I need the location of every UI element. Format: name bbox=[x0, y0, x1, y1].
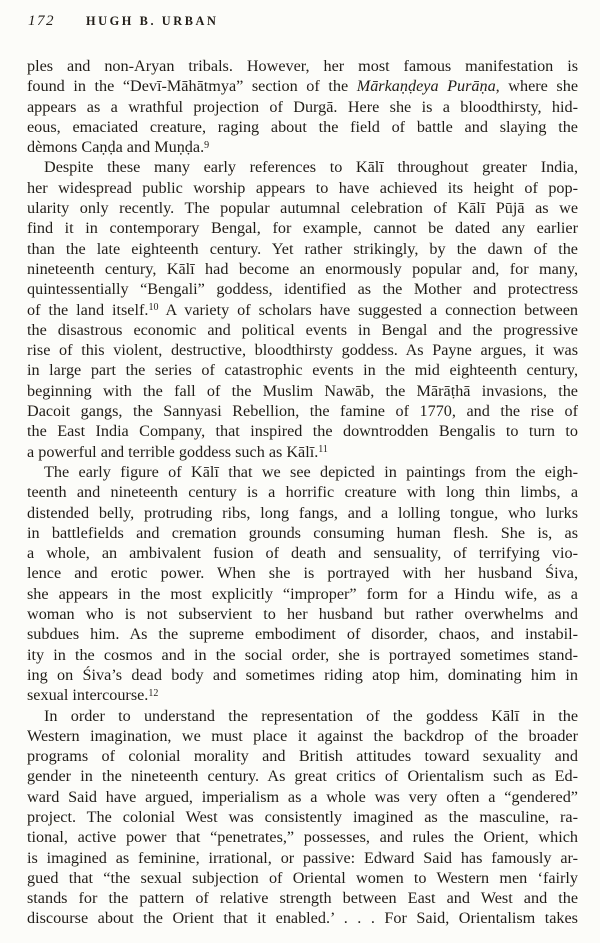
text-line: subdues him. As the supreme embodiment of disorder, chaos, and instabil- bbox=[27, 625, 578, 644]
text-line: sexual intercourse.$^{12}$ bbox=[27, 686, 159, 705]
text-line: project. The colonial West was consistently imagined as the masculine, ra- bbox=[27, 807, 578, 826]
text-line: found in the “Devī-Māhātmya” section of the Mārkaṇḍeya Purāṇa, where she bbox=[27, 77, 579, 96]
text-line: gued that “the sexual subjection of Oriental women to Western men ‘fairly bbox=[27, 868, 578, 887]
text-line: the East India Company, that inspired the downtrodden Bengalis to turn to bbox=[27, 422, 578, 441]
paragraph bbox=[27, 56, 578, 157]
text-line: The early figure of Kālī that we see depicted in paintings from the eigh- bbox=[44, 462, 578, 481]
text-line: ity in the cosmos and in the social order, she is portrayed sometimes stand- bbox=[27, 645, 578, 664]
text-line: appears as a wrathful projection of Durgā. Here she is a bloodthirsty, hid- bbox=[27, 97, 578, 116]
text-line: in battlefields and cremation grounds consuming human flesh. She is, as bbox=[27, 523, 578, 542]
text-line: find it in contemporary Bengal, for example, cannot be dated any earlier bbox=[27, 219, 578, 238]
text-line: ward Said have argued, imperialism as a whole was very often a “gendered” bbox=[27, 787, 578, 806]
text-line: the disastrous economic and political events in Bengal and the progressive bbox=[27, 320, 578, 339]
footnote-reference: 11 bbox=[318, 444, 328, 456]
text-line: her widespread public worship appears to have achieved its height of pop- bbox=[27, 178, 578, 197]
text-line: in large part the series of catastrophic events in the mid eighteenth century, bbox=[27, 361, 578, 380]
text-line: nineteenth century, Kālī had become an enormously popular and, for many, bbox=[27, 259, 578, 278]
text-line: a whole, an ambivalent fusion of death and sensuality, of terrifying vio- bbox=[27, 544, 578, 563]
text-line: quintessentially “Bengali” goddess, identified as the Mother and protectress bbox=[27, 280, 578, 299]
text-line: eous, emaciated creature, raging about the field of battle and slaying the bbox=[27, 117, 578, 136]
text-line: rise of this violent, destructive, bloodthirsty goddess. As Payne argues, it was bbox=[27, 341, 578, 360]
text-line: programs of colonial morality and British attitudes toward sexuality and bbox=[27, 747, 578, 766]
text-line: distended belly, protruding ribs, long fangs, and a lolling tongue, who lurks bbox=[27, 503, 578, 522]
footnote-reference: 10 bbox=[148, 302, 159, 314]
text-line: a powerful and terrible goddess such as Kālī.$^{11}$ bbox=[27, 442, 328, 461]
text-line: ples and non-Aryan tribals. However, her most famous manifestation is bbox=[27, 57, 578, 75]
footnote-reference: 9 bbox=[204, 139, 210, 151]
text-line: is imagined as feminine, irrational, or passive: Edward Said has famously ar- bbox=[27, 848, 578, 867]
text-line: gender in the nineteenth century. As great critics of Orientalism such as Ed- bbox=[27, 767, 578, 786]
text-line: of the land itself.$^{10}$ A variety of scholars have suggested a connection between bbox=[27, 300, 579, 319]
text-line: teenth and nineteenth century is a horrific creature with long thin limbs, a bbox=[27, 483, 578, 502]
paragraph bbox=[27, 706, 578, 929]
running-head: HUGH B. URBAN bbox=[86, 14, 219, 28]
text-line: than the late eighteenth century. Yet rather strikingly, by the dawn of the bbox=[27, 239, 578, 258]
text-line: woman who is not subservient to her husband but rather overwhelms and bbox=[27, 605, 578, 624]
text-line: ing on Śiva’s dead body and sometimes riding atop him, dominating him in bbox=[27, 665, 578, 684]
text-line: Dacoit gangs, the Sannyasi Rebellion, the famine of 1770, and the rise of bbox=[27, 402, 578, 421]
text-line: Despite these many early references to Kālī throughout greater India, bbox=[44, 158, 578, 177]
text-line: In order to understand the representation of the goddess Kālī in the bbox=[44, 706, 578, 725]
page-number: 172 bbox=[28, 13, 55, 29]
text-line: lence and erotic power. When she is portrayed with her husband Śiva, bbox=[27, 564, 578, 583]
body-text bbox=[27, 56, 578, 929]
paragraph bbox=[27, 157, 578, 461]
text-line: stands for the pattern of relative strength between East and West and the bbox=[27, 889, 578, 908]
text-line: discourse about the Orient that it enabled.’ . . . For Said, Orientalism takes bbox=[27, 909, 578, 928]
text-line: ularity only recently. The popular autumnal celebration of Kālī Pūjā as we bbox=[27, 199, 578, 218]
page-header bbox=[28, 13, 219, 30]
text-line: dèmons Caṇḍa and Muṇḍa.$^9$ bbox=[27, 138, 210, 157]
text-line: she appears in the most explicitly “improper” form for a Hindu wife, as a bbox=[27, 584, 578, 603]
text-line: tional, active power that “penetrates,” possesses, and rules the Orient, which bbox=[27, 828, 578, 847]
paragraph bbox=[27, 462, 578, 706]
text-line: beginning with the fall of the Muslim Nawāb, the Mārāṭhā invasions, the bbox=[27, 381, 578, 400]
footnote-reference: 12 bbox=[148, 687, 159, 699]
text-line: Western imagination, we must place it against the backdrop of the broader bbox=[27, 726, 578, 745]
